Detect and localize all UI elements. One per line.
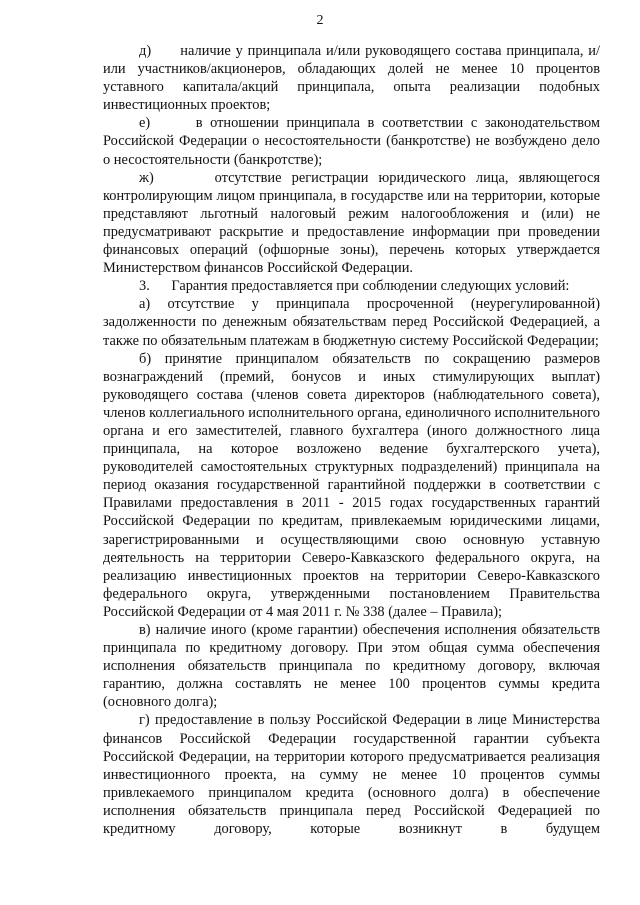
paragraph-d: д) наличие у принципала и/или руководящего состава принципала, и/или участников/акционеров, обладающих долей не менее 10 процентов уставного капитала/акций принципала, опыта реализации подобных инвестиционных проектов; [103, 43, 600, 114]
paragraph-a: а) отсутствие у принципала просроченной (неурегулированной) задолженности по денежным обязательствам перед Российской Федерацией, а также по обязательным платежам в бюджетную систему Российской Федерации; [103, 296, 600, 349]
paragraph-g: г) предоставление в пользу Российской Федерации в лице Министерства финансов Российской Федерации государственной гарантии субъекта Российской Федерации, на территории которого предусматривается реализация инвестиционного проекта, на сумму не менее 10 процентов суммы привлекаемого принципалом кредита (основного долга) в обеспечение исполнения обязательств принципала перед Российской Федерацией по кредитному договору, которые возникнут в будущем [103, 712, 600, 838]
paragraph-v: в) наличие иного (кроме гарантии) обеспечения исполнения обязательств принципала по кредитному договору. При этом общая сумма обеспечения исполнения обязательств принципала по кредитному договору, включая гарантию, должна составлять не менее 100 процентов суммы кредита (основного долга); [103, 622, 600, 711]
paragraph-3: 3. Гарантия предоставляется при соблюдении следующих условий: [139, 278, 570, 295]
paragraph-b: б) принятие принципалом обязательств по сокращению размеров вознаграждений (премий, бонусов и иных стимулирующих выплат) руководящего состава (членов совета директоров (наблюдательного совета), членов коллегиального исполнительного органа, единоличного исполнительного органа и его заместителей, главного бухгалтера (иного должностного лица принципала, на которое возложено ведение бухгалтерского учета), руководителей самостоятельных структурных подразделений) принципала на период оказания государственной гарантийной поддержки в соответствии с Правилами предоставления в 2011 - 2015 годах государственных гарантий Российской Федерации по кредитам, привлекаемым юридическими лицами, зарегистрированными и осуществляющими свою основную уставную деятельность на территории Северо-Кавказского федерального округа, на реализацию инвестиционных проектов на территории Северо-Кавказского федерального округа, утвержденными постановлением Правительства Российской Федерации от 4 мая 2011 г. № 338 (далее – Правила); [103, 350, 600, 620]
paragraph-e: е) в отношении принципала в соответствии с законодательством Российской Федерации о несостоятельности (банкротстве) не возбуждено дело о несостоятельности (банкротстве); [103, 115, 600, 168]
page-number: 2 [316, 13, 324, 28]
paragraph-zh: ж) отсутствие регистрации юридического лица, являющегося контролирующим лицом принципала, в государстве или на территории, которые представляют льготный налоговый режим налогообложения и (или) не предусматривают раскрытие и предоставление информации при проведении финансовых операций (офшорные зоны), перечень которых утверждается Министерством финансов Российской Федерации. [103, 169, 600, 277]
document-body [103, 42, 600, 838]
